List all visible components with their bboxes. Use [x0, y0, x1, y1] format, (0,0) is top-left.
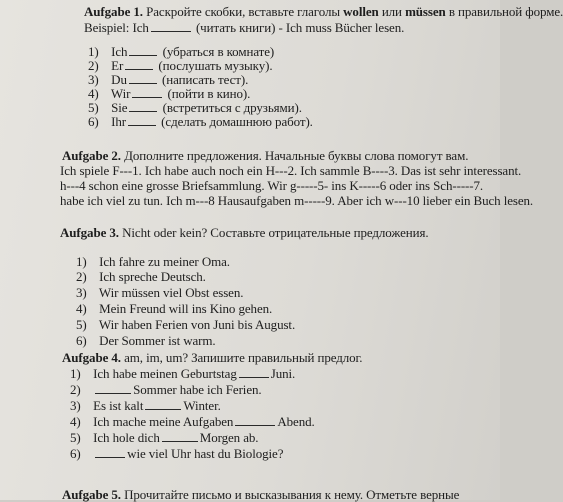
- aufgabe2-line: habe ich viel zu tun. Ich m---8 Hausaufgaben m-----9. Aber ich w---10 lieber ein Buch lesen.: [60, 193, 534, 208]
- aufgabe1-example: [84, 21, 404, 34]
- aufgabe1-item: 1) Ich (убраться в комнате): [88, 44, 275, 59]
- aufgabe1-item: 2) Er (послушать музыку).: [88, 58, 273, 73]
- preposition-blank: [235, 415, 275, 426]
- aufgabe5-heading: Aufgabe 5.: [62, 487, 121, 502]
- aufgabe3-item: 5) Wir haben Ferien von Juni bis August.: [76, 317, 296, 332]
- aufgabe2-title-line: [62, 149, 468, 162]
- aufgabe3-item: 6) Der Sommer ist warm.: [76, 333, 216, 348]
- aufgabe4-item: 6) wie viel Uhr hast du Biologie?: [70, 446, 284, 461]
- aufgabe5-instruction: Прочитайте письмо и высказывания к нему. Отметьте верные: [124, 487, 460, 502]
- example-hint: (читать книги) - Ich muss Bücher lesen.: [195, 20, 405, 35]
- aufgabe5-title-line: [62, 488, 459, 501]
- preposition-blank: [145, 399, 181, 410]
- answer-blank: [129, 73, 157, 84]
- aufgabe3-item: 1) Ich fahre zu meiner Oma.: [76, 254, 230, 269]
- preposition-blank: [95, 383, 131, 394]
- aufgabe4-item: 2) Sommer habe ich Ferien.: [70, 382, 262, 397]
- example-prefix: Beispiel: Ich: [84, 20, 149, 35]
- aufgabe3-instruction: Nicht oder kein? Составьте отрицательные предложения.: [122, 225, 429, 240]
- aufgabe2-heading: Aufgabe 2.: [62, 148, 121, 163]
- aufgabe2-line: h---4 schon eine grosse Briefsammlung. Wir g-----5- ins K-----6 oder ins Sch-----7.: [60, 178, 484, 193]
- aufgabe1-item: 6) Ihr (сделать домашнюю работ).: [88, 114, 313, 129]
- answer-blank: [129, 45, 157, 56]
- aufgabe4-item: 4) Ich mache meine Aufgaben Abend.: [70, 414, 315, 429]
- aufgabe4-heading: Aufgabe 4.: [62, 350, 121, 365]
- preposition-blank: [162, 431, 198, 442]
- aufgabe4-title-line: [62, 351, 362, 364]
- aufgabe1-instruction: Раскройте скобки, вставьте глаголы: [146, 4, 340, 19]
- aufgabe1-title-line: [84, 5, 563, 18]
- answer-blank: [125, 59, 153, 70]
- aufgabe4-item: 1) Ich habe meinen Geburtstag Juni.: [70, 366, 296, 381]
- aufgabe4-item: 5) Ich hole dich Morgen ab.: [70, 430, 259, 445]
- aufgabe1-instruction-tail: в правильной форме.: [448, 4, 563, 19]
- aufgabe3-item: 3) Wir müssen viel Obst essen.: [76, 285, 244, 300]
- preposition-blank: [239, 367, 269, 378]
- aufgabe3-heading: Aufgabe 3.: [60, 225, 119, 240]
- aufgabe1-verb-wollen: wollen: [343, 4, 379, 19]
- answer-blank: [129, 101, 157, 112]
- preposition-blank: [95, 447, 125, 458]
- aufgabe4-item: 3) Es ist kalt Winter.: [70, 398, 221, 413]
- aufgabe2-instruction: Дополните предложения. Начальные буквы слова помогут вам.: [124, 148, 469, 163]
- aufgabe3-item: 2) Ich spreche Deutsch.: [76, 269, 206, 284]
- example-blank: [151, 21, 191, 32]
- aufgabe3-title-line: [60, 226, 429, 239]
- aufgabe1-heading: Aufgabe 1.: [84, 4, 143, 19]
- aufgabe2-line: Ich spiele F---1. Ich habe auch noch ein H---2. Ich sammle B----3. Das ist sehr interessant.: [60, 163, 522, 178]
- answer-blank: [128, 115, 156, 126]
- aufgabe1-item: 5) Sie (встретиться с друзьями).: [88, 100, 302, 115]
- aufgabe4-instruction: am, im, um? Запишите правильный предлог.: [124, 350, 363, 365]
- aufgabe1-verb-muessen: müssen: [405, 4, 446, 19]
- aufgabe1-item: 4) Wir (пойти в кино).: [88, 86, 251, 101]
- aufgabe1-or: или: [381, 4, 402, 19]
- answer-blank: [132, 87, 162, 98]
- aufgabe3-item: 4) Mein Freund will ins Kino gehen.: [76, 301, 273, 316]
- aufgabe1-item: 3) Du (написать тест).: [88, 72, 249, 87]
